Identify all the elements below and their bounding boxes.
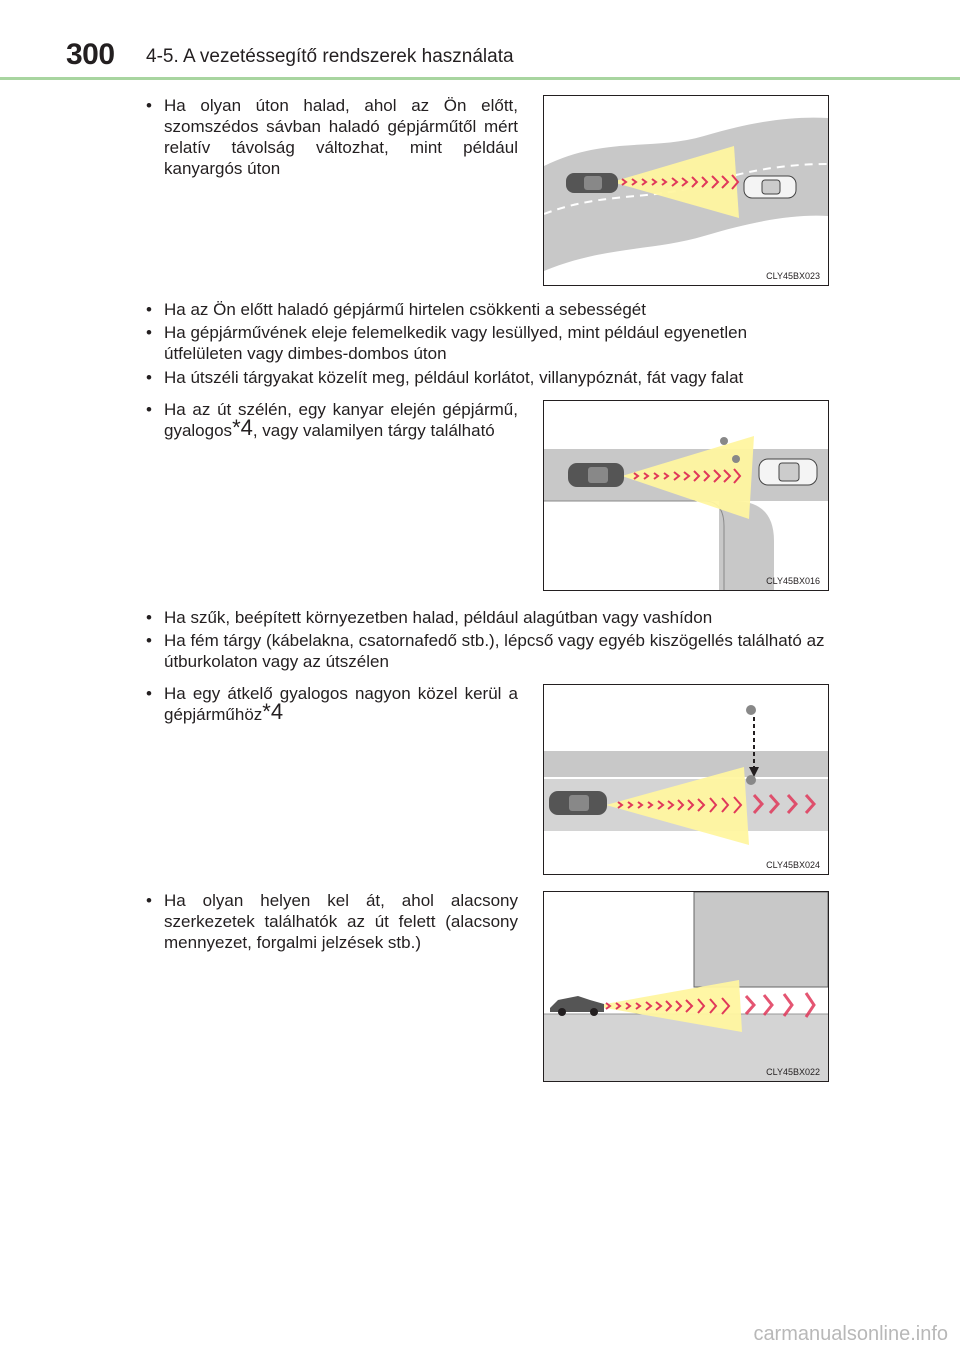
footnote-ref: *4 [262, 699, 284, 724]
watermark: carmanualsonline.info [753, 1323, 948, 1345]
bullet-marker: • [146, 368, 152, 387]
bullet-text: Ha az út szélén, egy kanyar elején gépjármű, gyalogos [164, 400, 518, 440]
bullet-text-cont: , vagy valamilyen tárgy található [252, 421, 495, 440]
figure-code: CLY45BX024 [766, 860, 820, 870]
bullet-marker: • [146, 891, 152, 910]
bullet-curved-road [146, 95, 518, 179]
figure-code: CLY45BX022 [766, 1067, 820, 1077]
footnote-ref: *4 [232, 415, 253, 440]
bullet-text: Ha olyan úton halad, ahol az Ön előtt, szomszédos sávban haladó gépjárműtől mért relatív távolság változhat, mint például kanyargós úton [164, 96, 518, 178]
header-rule [0, 77, 960, 80]
bullet-text: Ha fém tárgy (kábelakna, csatornafedő stb.), lépcső vagy egyéb kiszögellés található az útburkolaton vagy az útszélen [164, 631, 825, 671]
figure-low-structure [543, 891, 829, 1082]
figure-corner [543, 400, 829, 591]
figure-code: CLY45BX023 [766, 271, 820, 281]
section-title: 4-5. A vezetéssegítő rendszerek használata [146, 46, 514, 67]
bullet-marker: • [146, 400, 152, 419]
figure-code: CLY45BX016 [766, 576, 820, 586]
bullet-tunnel-bridge [146, 607, 830, 628]
bullet-text: Ha gépjárművének eleje felemelkedik vagy lesüllyed, mint például egyenetlen útfelületen vagy dimbes-dombos úton [164, 323, 748, 363]
bullet-pedestrian-close [146, 683, 518, 725]
bullet-text: Ha egy átkelő gyalogos nagyon közel kerül a gépjárműhöz [164, 684, 518, 724]
bullet-marker: • [146, 300, 152, 319]
bullet-marker: • [146, 631, 152, 650]
figure-pedestrian [543, 684, 829, 875]
bullet-marker: • [146, 684, 152, 703]
bullet-metal-objects [146, 630, 830, 672]
bullet-sudden-deceleration [146, 299, 830, 320]
bullet-marker: • [146, 608, 152, 627]
bullet-marker: • [146, 96, 152, 115]
bullet-roadside-objects [146, 367, 830, 388]
bullet-text: Ha útszéli tárgyakat közelít meg, például korlátot, villanypóznát, fát vagy falat [164, 368, 744, 387]
page-number: 300 [66, 38, 115, 71]
bullet-text: Ha az Ön előtt haladó gépjármű hirtelen csökkenti a sebességét [164, 300, 646, 319]
figure-curved-road [543, 95, 829, 286]
bullet-curve-start [146, 399, 518, 441]
bullet-text: Ha szűk, beépített környezetben halad, például alagútban vagy vashídon [164, 608, 713, 627]
bullet-text: Ha olyan helyen kel át, ahol alacsony szerkezetek találhatók az út felett (alacsony mennyezet, forgalmi jelzések stb.) [164, 891, 518, 952]
bullet-low-structures [146, 890, 518, 953]
bullet-marker: • [146, 323, 152, 342]
bullet-uneven-road [146, 322, 830, 364]
